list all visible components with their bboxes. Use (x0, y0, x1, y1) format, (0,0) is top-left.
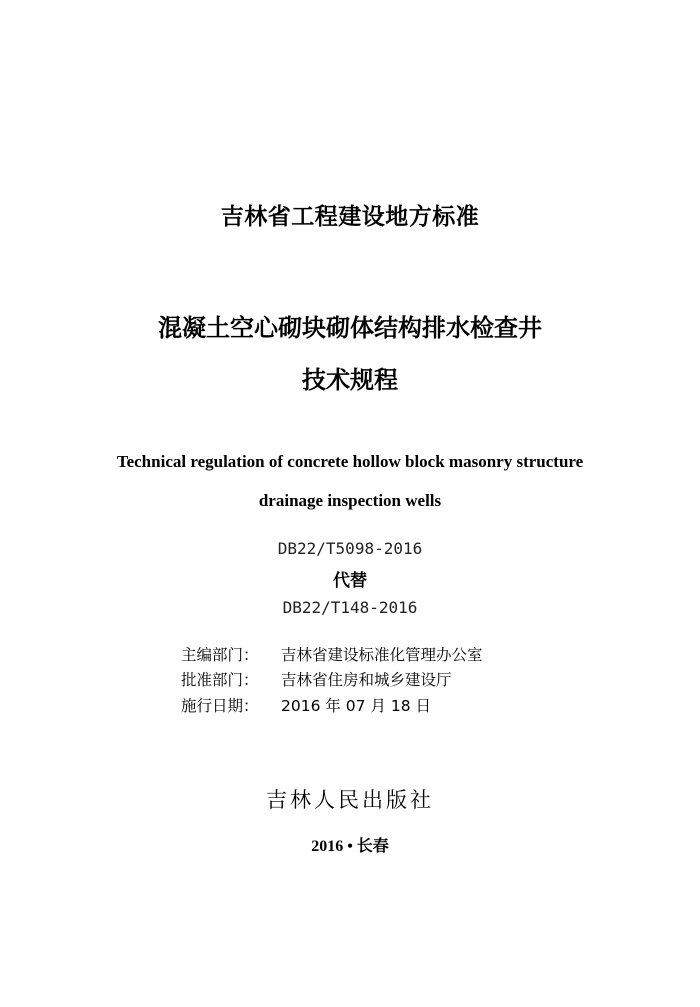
info-label: 主编部门： (181, 646, 259, 664)
replace-label: 代替 (333, 571, 367, 591)
info-label: 批准部门： (181, 671, 259, 689)
info-label: 施行日期： (181, 697, 259, 715)
info-row-approver (181, 668, 452, 690)
document-title-line-2: 技术规程 (302, 366, 398, 394)
english-title-line-1: Technical regulation of concrete hollow block masonry structure (116, 452, 584, 471)
document-title-line-1: 混凝土空心砌块砌体结构排水检查井 (158, 314, 542, 342)
publisher-name: 吉林人民出版社 (266, 788, 434, 812)
standard-type-heading: 吉林省工程建设地方标准 (220, 204, 480, 230)
replaced-standard-code: DB22/T148-2016 (282, 598, 418, 617)
english-title-line-2: drainage inspection wells (258, 491, 442, 510)
standard-code: DB22/T5098-2016 (277, 539, 423, 558)
info-value: 吉林省建设标准化管理办公室 (281, 646, 483, 664)
info-row-editor (181, 643, 483, 665)
year-city-footer: 2016 • 长春 (311, 838, 389, 855)
info-value: 2016 年 07 月 18 日 (281, 697, 432, 715)
info-value: 吉林省住房和城乡建设厅 (281, 671, 452, 689)
info-row-effective-date (181, 694, 431, 716)
